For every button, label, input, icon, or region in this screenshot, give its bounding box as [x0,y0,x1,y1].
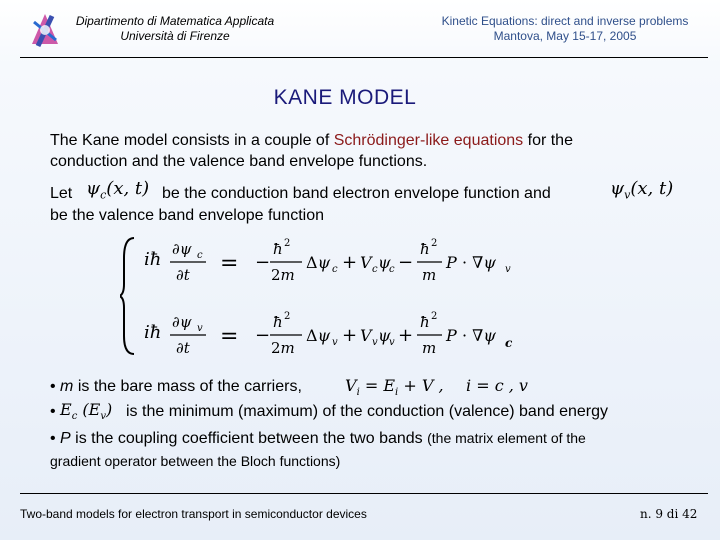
let-middle-text: be the conduction band electron envelope function and [162,185,551,202]
svg-text:· ∇ψ: · ∇ψ [462,326,496,345]
bullet-3-marker: • [50,430,61,447]
svg-text:· ∇ψ: · ∇ψ [462,253,496,272]
intro-paragraph [50,130,690,172]
footer-talk-title: Two-band models for electron transport in semiconductor devices [20,507,367,521]
svg-text:−: − [255,325,271,346]
bullet-3-small: (the matrix element of the [427,430,586,446]
intro-text-2: for the [523,132,573,149]
svg-text:+: + [342,325,358,346]
svg-text:−: − [398,252,414,273]
kane-equation-system [120,228,560,363]
svg-text:∂t: ∂t [176,339,190,357]
svg-text:2: 2 [284,238,291,249]
header-divider [20,57,708,58]
bullet-2-text: is the minimum (maximum) of the conduction (valence) band energy [126,403,608,420]
bullet-2-marker: • [50,403,56,420]
svg-text:v: v [372,337,378,348]
bullet-3-symbol: P [60,430,71,447]
bullet-mass [50,376,302,399]
bullet-1-text: is the bare mass of the carriers, [73,378,302,395]
band-energy-formula: $E_c$ $(E_v)$ [60,400,113,423]
let-word: Let [50,185,73,202]
svg-text:−: − [255,252,271,273]
svg-text:2m: 2m [271,266,295,284]
header-department: Dipartimento di Matematica Applicata [75,14,275,28]
footer-divider [20,493,708,494]
psi-v-formula: $\psi_v(x$, t) [610,178,674,202]
svg-text:c: c [389,264,395,275]
svg-text:V: V [360,253,372,272]
svg-text:iħ: iħ [144,322,162,343]
svg-text:v: v [332,337,338,348]
svg-text:∂ψ: ∂ψ [172,240,192,258]
svg-text:V: V [360,326,372,345]
svg-text:ψ: ψ [378,253,391,272]
potential-formula: $V_i = E_i + V$ , [345,376,444,399]
svg-text:v: v [197,323,203,334]
svg-text:∂t: ∂t [176,266,190,284]
svg-text:=: = [220,324,239,349]
header-conference-place: Mantova, May 15-17, 2005 [493,29,637,43]
svg-text:+: + [342,252,358,273]
svg-text:ħ: ħ [273,313,283,331]
svg-text:Δψ: Δψ [306,326,331,345]
header-conference [420,14,710,44]
svg-text:c: c [332,264,338,275]
svg-text:m: m [422,339,437,357]
bullet-3-line-2: gradient operator between the Bloch functions) [50,453,341,469]
svg-text:iħ: iħ [144,249,162,270]
svg-text:2m: 2m [271,339,295,357]
intro-text-1: The Kane model consists in a couple of [50,132,334,149]
header-conference-title: Kinetic Equations: direct and inverse problems [441,14,689,28]
header-university: Università di Firenze [120,29,230,43]
page-number: n. 9 di 42 [640,507,698,521]
svg-text:ψ: ψ [378,326,391,345]
svg-text:c: c [197,250,203,261]
bullet-1-marker: • [50,378,61,395]
svg-text:+: + [398,325,414,346]
svg-text:2: 2 [284,311,291,322]
index-formula: i = c , v [466,376,528,395]
svg-text:m: m [422,266,437,284]
svg-text:=: = [220,251,239,276]
svg-text:ħ: ħ [420,240,430,258]
svg-text:2: 2 [431,238,438,249]
intro-line-2: conduction and the valence band envelope functions. [50,153,428,170]
bullet-1-symbol: m [60,378,74,395]
svg-text:P: P [446,253,457,272]
svg-text:c: c [372,264,378,275]
svg-text:∂ψ: ∂ψ [172,313,192,331]
let-line-2: be the valence band envelope function [50,207,324,224]
svg-text:ħ: ħ [273,240,283,258]
header-institution [40,14,310,44]
slide-title: KANE MODEL [273,86,417,109]
bullet-3-text: is the coupling coefficient between the two bands [70,430,428,447]
svg-text:ħ: ħ [420,313,430,331]
svg-text:c: c [505,336,513,350]
svg-text:v: v [389,337,395,348]
svg-text:P: P [446,326,457,345]
psi-c-formula: $\psi_c(x$, t) [86,178,150,202]
intro-highlight: Schrödinger-like equations [333,132,524,149]
svg-text:v: v [505,264,511,275]
svg-text:Δψ: Δψ [306,253,331,272]
bullet-coupling [50,427,710,451]
svg-text:2: 2 [431,311,438,322]
